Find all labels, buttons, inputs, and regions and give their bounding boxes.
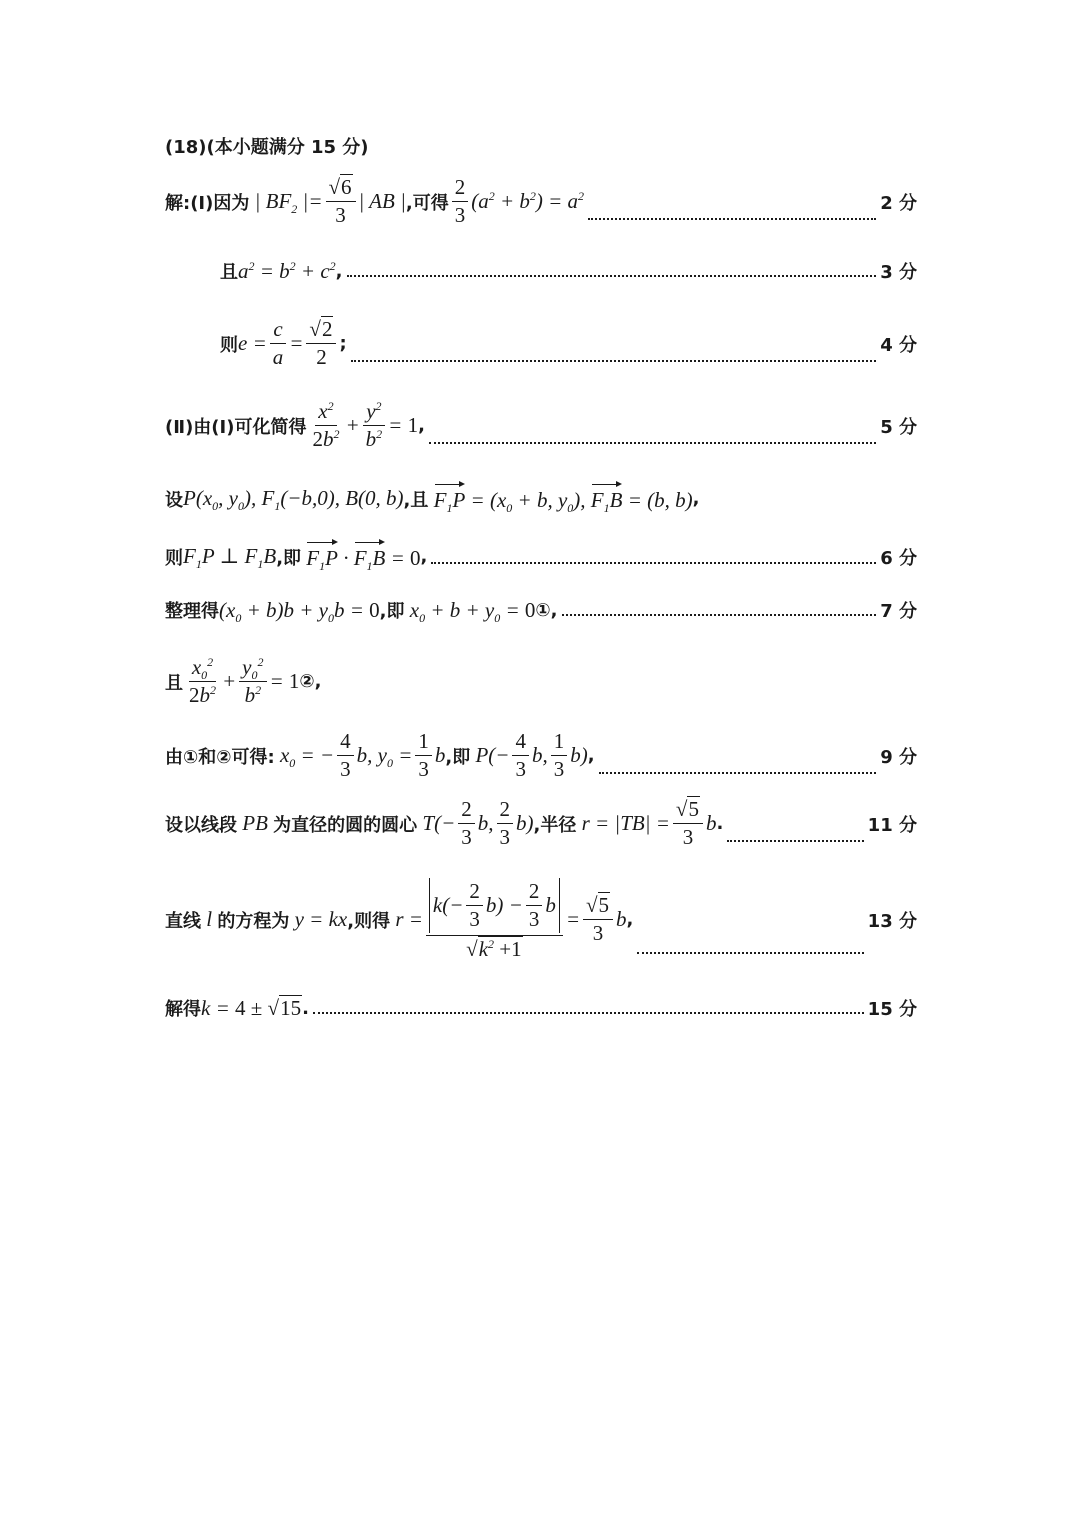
dot-leader (599, 772, 877, 774)
line-9-suffix: , (587, 745, 595, 767)
score-label: 13 分 (867, 910, 917, 932)
line-3-prefix: 则 (220, 334, 238, 356)
formula-eq-1: = 1 (269, 669, 300, 694)
score-label: 7 分 (880, 601, 917, 622)
fraction-2-over-3: $\frac{2}{3}$ (458, 798, 475, 849)
solution-line-6 (165, 542, 917, 574)
formula-l: l (201, 907, 218, 932)
fraction-1-over-3: 1 3 (551, 730, 568, 781)
formula-k-answer: k = 4 ± √15 (201, 995, 302, 1020)
separator-b: b, (477, 811, 494, 836)
equals-sign: = (289, 331, 304, 356)
line-10-mid2: ,半径 (533, 814, 577, 836)
line-11-prefix: 直线 (165, 910, 201, 932)
circle-one-marker: ① (535, 599, 551, 621)
formula-e: e = (238, 331, 267, 356)
line-2-suffix: , (335, 260, 343, 282)
plus-sign: + (345, 413, 360, 438)
variable-b: b (616, 907, 627, 932)
solution-line-3 (220, 318, 917, 369)
formula-eq-1: = 1 (388, 413, 419, 438)
line-11-mid1: 的方程为 (217, 910, 290, 932)
problem-header (165, 133, 917, 159)
line-9-mid: ,即 (445, 746, 471, 768)
line-6-prefix: 则 (165, 547, 183, 569)
line-1-prefix: 解:(Ⅰ)因为 (165, 192, 250, 214)
score-label: 5 分 (880, 416, 917, 438)
line-11-mid2: ,则得 (347, 910, 391, 932)
dot-leader (727, 840, 863, 842)
line-9-prefix: 由①和②可得: (165, 746, 275, 768)
line-10-prefix: 设以线段 (165, 814, 237, 836)
formula-pb: PB (237, 811, 274, 836)
fraction-sqrt5-over-3: $\frac{√5}{3}$ (673, 798, 703, 849)
solution-line-2 (220, 258, 917, 284)
formula-vectors: $F_1P = (x_0 + b$, $y_0$), $F_1B = (b$, b) (428, 484, 692, 513)
line-1-mid: ,可得 (405, 192, 449, 214)
fraction-2-over-3: 2 3 (497, 798, 514, 849)
fraction-sqrt6-over-3: $\frac{√6}{3}$ (326, 176, 356, 227)
solution-line-9 (165, 730, 917, 781)
score-label: 11 分 (867, 814, 917, 836)
solution-line-10 (165, 798, 917, 849)
dot-leader (431, 562, 876, 564)
formula-bf2: | $BF_2$ |= (249, 189, 323, 217)
score-label: 9 分 (880, 746, 917, 768)
line-6-mid: ,即 (276, 547, 302, 569)
line-12-prefix: 解得 (165, 999, 201, 1020)
formula-p: P(− (470, 743, 510, 768)
fraction-1-over-3: $\frac{1}{3}$ (415, 730, 432, 781)
formula-points: $P(x_0$, $y_0$), $F_1(-b,0)$, B(0, b) (183, 486, 404, 514)
score-label: 2 分 (880, 192, 917, 214)
line-3-suffix: ; (339, 333, 347, 355)
fraction-4-over-3: $\frac{4}{3}$ (512, 730, 529, 781)
formula-r-tb: r = |TB| = (576, 811, 670, 836)
dot-leader (347, 275, 877, 277)
line-7-mid: ,即 (379, 601, 405, 622)
fraction-c-over-a: $\frac{c}{a}$ (270, 318, 287, 369)
solution-line-1 (165, 176, 917, 227)
solution-line-4 (165, 400, 917, 451)
score-label: 4 分 (880, 334, 917, 356)
plus-sign: + (222, 669, 237, 694)
fraction-sqrt2-over-2: $\frac{√2}{2}$ (306, 318, 336, 369)
formula-a2-b2: $(a^2 + b^2) = a^2$ (471, 189, 585, 214)
fraction-y2-over-b2: $\frac{y^2}{b^2}$ (363, 400, 386, 451)
fraction-y0-2-over-b2: $\frac{y_0^2}{b^2}$ (239, 656, 266, 707)
score-label: 3 分 (880, 262, 917, 283)
separator-b: b, (531, 743, 548, 768)
formula-r: r = (390, 907, 423, 932)
line-12-suffix: . (302, 997, 309, 1019)
formula-eq1: $x_0 + b + y_0 = 0$ (404, 597, 536, 625)
solution-line-11 (165, 878, 917, 961)
dot-leader (351, 360, 877, 362)
formula-a2-eq: $a^2 = b^2 + c^2$ (238, 258, 336, 283)
close-b: b) (570, 743, 588, 768)
problem-header-text: (18)(本小题满分 15 分) (165, 137, 369, 158)
line-2-prefix: 且 (220, 262, 238, 283)
variable-b: b (705, 811, 717, 836)
line-7-prefix: 整理得 (165, 601, 219, 622)
line-5-mid: ,且 (403, 489, 429, 511)
formula-y0: b, $y_0$ = (356, 743, 413, 771)
fraction-2-over-3: 2 3 (452, 176, 469, 227)
fraction-x2-over-2b2: $x^2$ $2b^2$ (312, 399, 340, 452)
line-8-prefix: 且 (165, 672, 183, 694)
fraction-sqrt5-over-3: $\frac{√5}{3}$ (583, 894, 613, 945)
dot-leader (588, 218, 876, 220)
variable-b: b (434, 743, 446, 768)
dot-leader (637, 952, 863, 954)
line-5-suffix: , (692, 488, 700, 509)
formula-perp: $F_1P$ ⊥ $F_1B$ (183, 544, 277, 572)
dot-leader (562, 614, 877, 616)
line-8-suffix: , (314, 671, 322, 693)
equals-sign: = (565, 907, 581, 932)
line-6-suffix: , (420, 546, 428, 567)
formula-x0: $x_0$ = − (274, 743, 335, 771)
solution-line-8 (165, 656, 917, 707)
line-7-suffix: , (550, 599, 558, 621)
line-11-suffix: , (626, 909, 634, 931)
close-b: b) (516, 811, 534, 836)
fraction-distance: k(− 2 3 b) − 2 3 b $√k^2 +1$ (426, 878, 563, 961)
fraction-x0-2-over-2b2: $x_0^2$ $2b^2$ (189, 655, 216, 708)
dot-leader (313, 1012, 864, 1014)
solution-line-5 (165, 484, 917, 516)
dot-leader (429, 442, 876, 444)
fraction-4-over-3: $\frac{4}{3}$ (337, 730, 354, 781)
formula-dot-product: $F_1P \cdot F_1B = 0$ (301, 542, 420, 571)
line-10-suffix: . (716, 813, 724, 835)
line-4-suffix: , (418, 415, 425, 437)
solution-line-12 (165, 995, 917, 1021)
formula-t: T(− (417, 811, 456, 836)
solution-line-7 (165, 597, 917, 623)
line-4-prefix: (Ⅱ)由(Ⅰ)可化简得 (165, 416, 307, 438)
line-10-mid1: 为直径的圆的圆心 (273, 814, 418, 836)
formula-y-kx: y = kx (289, 907, 348, 932)
formula-simplify: $(x_0 + b)b + y_0b = 0$ (219, 597, 380, 625)
line-5-prefix: 设 (165, 489, 183, 511)
score-label: 6 分 (880, 547, 917, 569)
circle-two-marker: ② (299, 671, 315, 693)
formula-ab: | AB | (358, 189, 406, 214)
score-label: 15 分 (867, 999, 917, 1020)
